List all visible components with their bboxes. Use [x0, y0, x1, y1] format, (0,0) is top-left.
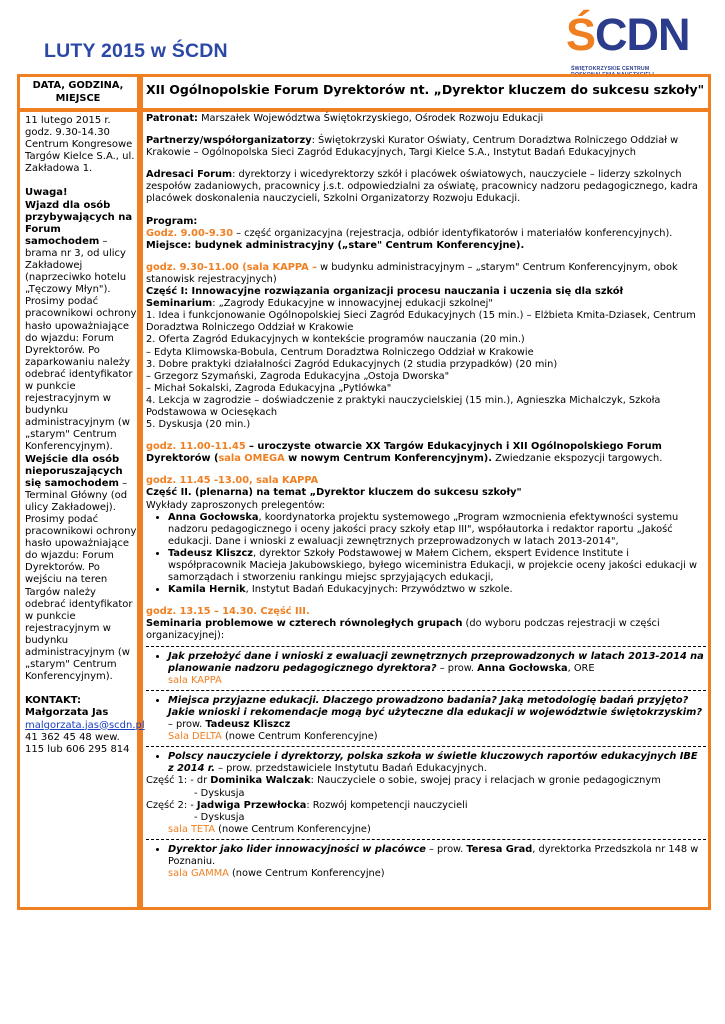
- lecturers-list: [146, 512, 706, 597]
- car-entry-text: – brama nr 3, od ulicy Zakładowej (naprzeciwko hotelu „Tęczowy Młyn"). Prosimy podać pracownikowi ochrony hasło upoważniające do wjazdu: Forum Dyrektorów. Po zaparkowaniu należy odebrać identyfikator w punkcie rejestracyjnym w budynku administracyjnym (w „starym" Centrum Konferencyjnym).: [25, 235, 137, 453]
- seminar-group-2: [146, 695, 706, 731]
- group-3-part-1-label: Część 1: - dr: [146, 775, 211, 787]
- part2-title: Część II. (plenarna) na temat „Dyrektor kluczem do sukcesu szkoły": [146, 487, 522, 499]
- session-seminars-title: Seminaria problemowe w czterech równoległych grupach: [146, 618, 463, 630]
- seminar-text: : „Zagrody Edukacyjne w innowacyjnej edukacji szkolnej": [212, 298, 493, 310]
- session-seminars: [146, 618, 706, 642]
- patronat-label: Patronat:: [146, 113, 198, 124]
- notice-heading: Uwaga!: [25, 187, 68, 199]
- session-registration: [146, 228, 706, 240]
- program-item: 4. Lekcja w zagrodzie – doświadczenie z praktyki nauczycielskiej (15 min.), Agnieszka Michalczyk, Szkoła Podstawowa w Ociesękach: [146, 394, 661, 418]
- car-entry-bold: Wjazd dla osób przybywających na Forum samochodem: [25, 199, 133, 247]
- contact-phone-1: 41 362 45 48 wew.: [25, 731, 120, 743]
- group-4-by: – prow.: [425, 843, 467, 855]
- logo-line-1: ŚWIĘTOKRZYSKIE CENTRUM: [571, 66, 650, 72]
- program-item: – Grzegorz Szymański, Zagroda Edukacyjna „Ostoja Dworska": [146, 370, 450, 382]
- session-registration-time: Godz. 9.00-9.30: [146, 227, 234, 239]
- session-plenary-time: godz. 11.45 -13.00, sala KAPPA: [146, 475, 319, 487]
- program-item: – Michał Sokalski, Zagroda Edukacyjna „Pytlówka": [146, 382, 392, 394]
- group-3-part-2: [146, 800, 706, 812]
- program-item: – Edyta Klimowska-Bobula, Centrum Doradztwa Rolniczego Oddział w Krakowie: [146, 346, 534, 358]
- list-item: [168, 548, 706, 584]
- list-item: [168, 651, 706, 675]
- event-date: 11 lutego 2015 r.: [25, 115, 111, 126]
- group-4-lead: Teresa Grad: [466, 843, 533, 855]
- group-2-hall: Sala DELTA: [168, 731, 222, 743]
- divider: [146, 746, 706, 747]
- event-place: Centrum Kongresowe Targów Kielce S.A., ul. Zakładowa 1.: [25, 139, 135, 175]
- group-3-part-2-text: : Rozwój kompetencji nauczycieli: [306, 799, 468, 811]
- session-registration-place: Miejsce: budynek administracyjny („stare" Centrum Konferencyjne).: [146, 239, 525, 251]
- group-2-hall-line: [146, 731, 706, 743]
- group-1-hall: sala KAPPA: [168, 674, 222, 686]
- session-opening-hall: sala OMEGA: [218, 453, 285, 465]
- group-3-part-1-name: Dominika Walczak: [210, 775, 311, 787]
- list-item: [168, 751, 706, 775]
- group-3-title: Polscy nauczyciele i dyrektorzy, polska szkoła w świetle kluczowych raportów edukacyjnych IBE z 2014 r.: [168, 751, 698, 775]
- divider: [146, 646, 706, 647]
- group-1-by: – prow.: [436, 662, 478, 674]
- session-registration-text: – część organizacyjna (rejestracja, odbiór identyfikatorów i materiałów konferencyjnych).: [233, 227, 673, 239]
- program-item: 3. Dobre praktyki działalności Zagród Edukacyjnych (2 studia przypadków) (20 min): [146, 358, 558, 370]
- session-opening-time: godz. 11.00-11.45: [146, 441, 246, 453]
- session-seminars-text: (do wyboru podczas rejestracji w części organizacyjnej):: [146, 618, 660, 642]
- audience-label: Adresaci Forum: [146, 169, 233, 181]
- event-time: godz. 9.30-14.30: [25, 127, 110, 139]
- lecturer-name: Kamila Hernik: [168, 584, 246, 596]
- group-3-part-2-label: Część 2: -: [146, 799, 197, 811]
- group-2-lead: Tadeusz Kliszcz: [205, 719, 291, 731]
- list-item: [168, 584, 706, 596]
- seminar-group-3: [146, 751, 706, 775]
- group-3-hall-rest: (nowe Centrum Konferencyjne): [215, 823, 371, 835]
- group-1-title: Jak przełożyć dane i wnioski z ewaluacji zewnętrznych przeprowadzonych w latach 2013-2014 na planowanie nadzoru pedagogicznego dyrektora?: [168, 650, 704, 674]
- group-1-hall-line: [146, 675, 706, 687]
- session-opening-text-2: w nowym Centrum Konferencyjnym).: [284, 453, 493, 465]
- group-1-lead: Anna Gocłowska: [477, 662, 568, 674]
- list-item: [168, 512, 706, 548]
- walk-entry-info: [25, 454, 137, 684]
- session-opening-text: – uroczyste otwarcie XX Targów Edukacyjnych i XII Ogólnopolskiego Forum Dyrektorów (: [146, 441, 662, 465]
- seminar-label: Seminarium: [146, 298, 213, 310]
- event-details-column: [25, 115, 145, 756]
- patronat-text: Marszałek Województwa Świętokrzyskiego, Ośrodek Rozwoju Edukacji: [197, 113, 544, 124]
- contact-label: KONTAKT:: [25, 695, 81, 707]
- group-3-discussion-1: - Dyskusja: [194, 787, 245, 799]
- session-part1-place: w budynku administracyjnym – „starym" Centrum Konferencyjnym, obok stanowisk rejestracyjnych): [146, 261, 678, 285]
- group-2-hall-rest: (nowe Centrum Konferencyjne): [221, 731, 378, 743]
- program-column: [146, 113, 706, 880]
- group-4-hall-line: [146, 868, 706, 880]
- lecturer-text: , Instytut Badań Edukacyjnych: Przywództwo w szkole.: [245, 584, 513, 596]
- contact-phone-2: 115 lub 606 295 814: [25, 743, 130, 755]
- page-title: LUTY 2015 w ŚCDN: [44, 40, 228, 62]
- seminar: [146, 298, 706, 310]
- lecturer-name: Anna Gocłowska: [168, 511, 259, 523]
- walk-entry-text: – Terminal Główny (od ulicy Zakładowej). Prosimy podać pracownikowi ochrony hasło upoważniające do wjazdu: Forum Dyrektorów. Po wejściu na teren Targów należy odebrać identyfikator w punkcie rejestracyjnym w budynku administracyjnym (w „starym" Centrum Konferencyjnym).: [25, 477, 137, 683]
- divider: [146, 690, 706, 691]
- partners-label: Partnerzy/współorganizatorzy: [146, 135, 312, 147]
- program-item: 5. Dyskusja (20 min.): [146, 419, 251, 431]
- left-column-header: DATA, GODZINA, MIEJSCE: [32, 80, 124, 104]
- program-label: Program:: [146, 215, 198, 227]
- partners-text: : Świętokrzyski Kurator Oświaty, Centrum Doradztwa Rolniczego Oddział w Krakowie – Ogólnopolska Sieci Zagród Edukacyjnych, Targi Kielce S.A., Instytut Badań Edukacyjnych: [146, 135, 679, 159]
- logo-line-2: DOSKONALENIA NAUCZYCIELI: [571, 72, 654, 78]
- seminar-group-1: [146, 651, 706, 675]
- group-3-part-2-name: Jadwiga Przewłocka: [196, 799, 307, 811]
- group-4-org: , dyrektorka Przedszkola nr 148 w Poznaniu.: [168, 843, 699, 867]
- seminar-group-4: [146, 844, 706, 868]
- session-part1-time: godz. 9.30-11.00 (sala KAPPA –: [146, 261, 318, 273]
- group-4-hall: sala GAMMA: [168, 868, 229, 880]
- partners: [146, 135, 706, 159]
- program-item: 1. Idea i funkcjonowanie Ogólnopolskiej Sieci Zagród Edukacyjnych (15 min.) – Elżbieta Kmita-Dziasek, Centrum Doradztwa Rolniczego Oddział w Krakowie: [146, 310, 696, 334]
- audience: [146, 169, 706, 205]
- list-item: [168, 695, 706, 731]
- group-3-part-1: [146, 775, 706, 787]
- group-4-hall-rest: (nowe Centrum Konferencyjne): [228, 868, 385, 880]
- group-3-hall-line: [146, 824, 706, 836]
- event-title: XII Ogólnopolskie Forum Dyrektorów nt. „Dyrektor kluczem do sukcesu szkoły": [146, 82, 705, 97]
- group-3-hall: sala TETA: [168, 823, 216, 835]
- session-seminars-time: godz. 13.15 – 14.30. Część III.: [146, 606, 310, 618]
- part1-title: Część I: Innowacyjne rozwiązania organizacji procesu nauczania i uczenia się dla szkół: [146, 286, 624, 298]
- group-2-title: Miejsca przyjazne edukacji. Dlaczego prowadzono badania? Jaką metodologię badań przyjęto? Jakie wnioski i rekomendacje mogą być użyteczne dla edukacji w województwie świętokrzyskim?: [168, 694, 703, 718]
- patronat: [146, 113, 706, 125]
- divider: [146, 839, 706, 840]
- lecturer-name: Tadeusz Kliszcz: [168, 547, 253, 559]
- group-4-title: Dyrektor jako lider innowacyjności w placówce: [168, 843, 426, 855]
- group-2-by: – prow.: [168, 719, 206, 731]
- group-3-by: – prow. przedstawiciele Instytutu Badań Edukacyjnych.: [214, 763, 487, 775]
- car-entry-info: [25, 200, 137, 454]
- group-3-discussion-2: - Dyskusja: [194, 811, 245, 823]
- group-1-org: , ORE: [567, 662, 595, 674]
- session-opening-text-3: Zwiedzanie ekspozycji targowych.: [492, 453, 663, 465]
- group-3-part-1-text: : Nauczyciele o sobie, swojej pracy i relacjach w gronie pedagogicznym: [310, 775, 661, 787]
- contact-email-link[interactable]: malgorzata.jas@scdn.pl: [25, 719, 145, 731]
- logo-letters: ŚCDN: [566, 9, 690, 60]
- audience-text: : dyrektorzy i wicedyrektorzy szkół i placówek oświatowych, nauczyciele – liderzy szkolnych zespołów zadaniowych, pracownicy j.s.t. odpowiedzialni za oświatę, pracownicy nadzoru pedagogicznego, kadra placówek doskonalenia nauczycieli, Szkolni Organizatorzy Rozwoju Edukacji.: [146, 169, 698, 205]
- lecturer-text: , koordynatorka projektu systemowego „Program wzmocnienia efektywności systemu nadzoru pedagogicznego i oceny jakości pracy szkoły etap III", współautorka i redaktor raportu „Jakość edukacji. Dane i wnioski z ewaluacji zewnętrznych przeprowadzonych w latach 2013-2014",: [168, 511, 679, 547]
- walk-entry-bold: Wejście dla osób nieporuszających się samochodem: [25, 453, 123, 489]
- header-separator: [17, 108, 711, 112]
- session-part1: [146, 262, 706, 286]
- session-opening: [146, 441, 706, 465]
- list-item: [168, 844, 706, 868]
- contact-name: Małgorzata Jas: [25, 707, 109, 719]
- part2-intro: Wykłady zaproszonych prelegentów:: [146, 499, 325, 511]
- column-separator: [137, 74, 143, 910]
- program-item: 2. Oferta Zagród Edukacyjnych w kontekście programów nauczania (20 min.): [146, 334, 525, 346]
- lecturer-text: , dyrektor Szkoły Podstawowej w Małem Cichem, ekspert Evidence Institute i współpracownik Macieja Jakubowskiego, byłego wiceministra Edukacji, w projekcie oceny jakości edukacji w samorządach i stworzeniu rankingu miejsc sprzyjających edukacji,: [168, 547, 697, 584]
